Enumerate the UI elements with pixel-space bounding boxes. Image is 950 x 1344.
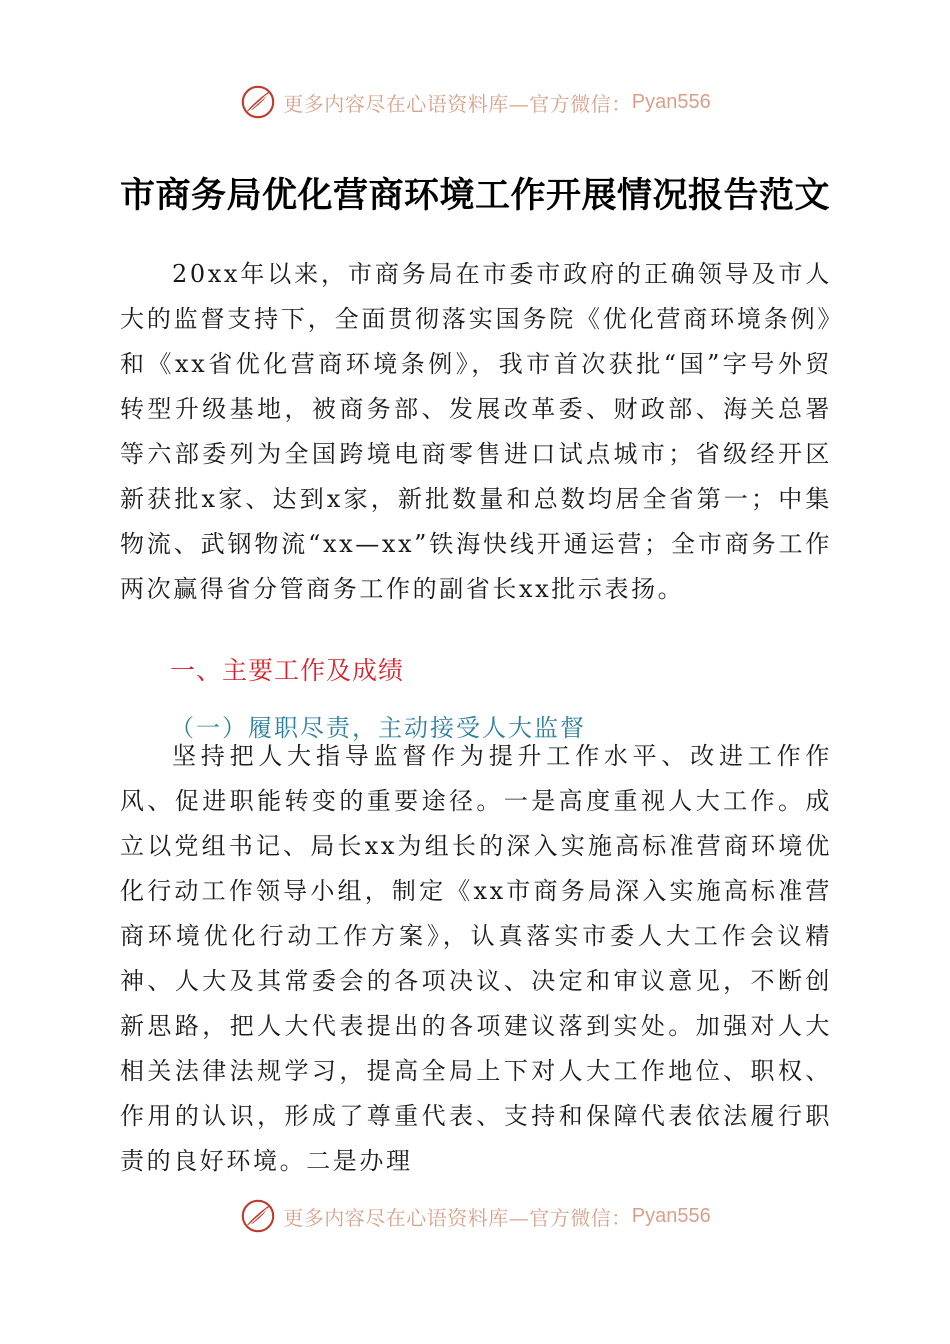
subsection-heading: （一）履职尽责，主动接受人大监督 <box>170 714 586 742</box>
body-paragraph: 坚持把人大指导监督作为提升工作水平、改进工作作风、促进职能转变的重要途径。一是高度重视人大工作。成立以党组书记、局长xx为组长的深入实施高标准营商环境优化行动工作领导小组，制定《xx市商务局深入实施高标准营商环境优化行动工作方案》，认真落实市委人大工作会议精神、人大及其常委会的各项决议、决定和审议意见，不断创新思路，把人大代表提出的各项建议落到实处。加强对人大相关法律法规学习，提高全局上下对人大工作地位、职权、作用的认识，形成了尊重代表、支持和保障代表依法履行职责的良好环境。二是办理 <box>120 742 832 1175</box>
document-title: 市商务局优化营商环境工作开展情况报告范文 <box>119 175 830 216</box>
feather-logo-icon <box>239 83 277 121</box>
watermark-text: 更多内容尽在心语资料库—官方微信： <box>283 1205 632 1230</box>
footer-watermark-banner <box>0 1196 950 1236</box>
watermark-wechat-id: Pyan556 <box>631 1204 711 1227</box>
watermark-wechat-id: Pyan556 <box>631 90 711 113</box>
feather-logo-icon <box>239 1197 277 1235</box>
section-heading: 一、主要工作及成绩 <box>170 657 405 685</box>
header-watermark-banner <box>0 82 950 122</box>
intro-paragraph: 20xx年以来，市商务局在市委市政府的正确领导及市人大的监督支持下，全面贯彻落实国务院《优化营商环境条例》和《xx省优化营商环境条例》，我市首次获批“国”字号外贸转型升级基地，被商务部、发展改革委、财政部、海关总署等六部委列为全国跨境电商零售进口试点城市；省级经开区新获批x家、达到x家，新批数量和总数均居全省第一；中集物流、武钢物流“xx—xx”铁海快线开通运营；全市商务工作两次赢得省分管商务工作的副省长xx批示表扬。 <box>120 260 832 603</box>
watermark-text: 更多内容尽在心语资料库—官方微信： <box>283 91 632 116</box>
